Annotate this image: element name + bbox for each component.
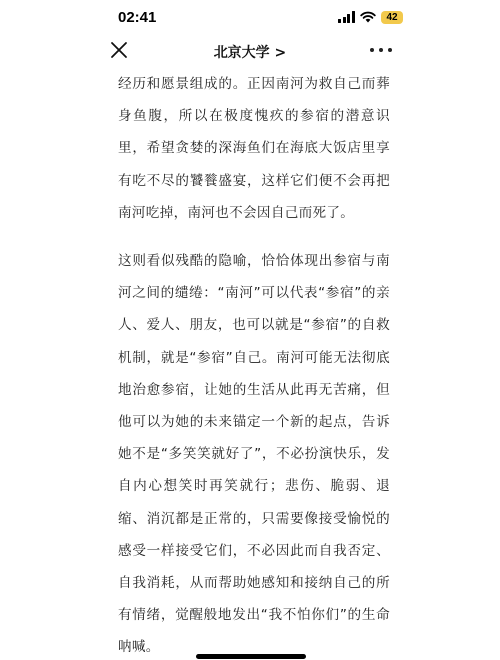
article-body — [118, 68, 390, 660]
status-time: 02:41 — [118, 9, 157, 26]
account-title-link[interactable]: 北京大学 > — [213, 45, 287, 61]
article-paragraph: 这则看似残酷的隐喻，恰恰体现出参宿与南河之间的缱绻：“南河”可以代表“参宿”的亲人、爱人、朋友，也可以就是“参宿”的自救机制，就是“参宿”自己。南河可能无法彻底地治愈参宿，让她的生活从此再无苦痛，但他可以为她的未来锚定一个新的起点，告诉她不是“多笑笑就好了”，不必扮演快乐，发自内心想笑时再笑就行；悲伤、脆弱、退缩、消沉都是正常的，只需要像接受愉悦的感受一样接受它们，不必因此而自我否定、自我消耗，从而帮助她感知和接纳自己的所有情绪，觉醒般地发出“我不怕你们”的生命呐喊。 — [118, 253, 390, 656]
status-icons — [338, 10, 403, 24]
battery-icon: 42 — [381, 11, 403, 24]
status-bar — [0, 0, 500, 34]
article-paragraph: 经历和愿景组成的。正因南河为救自己而葬身鱼腹，所以在极度愧疚的参宿的潜意识里，希望贪婪的深海鱼们在海底大饭店里享有吃不尽的饕餮盛宴，这样它们便不会再把南河吃掉，南河也不会因自己而死了。 — [118, 76, 390, 221]
signal-icon — [338, 11, 355, 23]
home-indicator[interactable] — [196, 654, 306, 659]
more-icon[interactable] — [370, 44, 392, 56]
wifi-icon — [360, 11, 376, 23]
nav-bar — [0, 34, 500, 70]
